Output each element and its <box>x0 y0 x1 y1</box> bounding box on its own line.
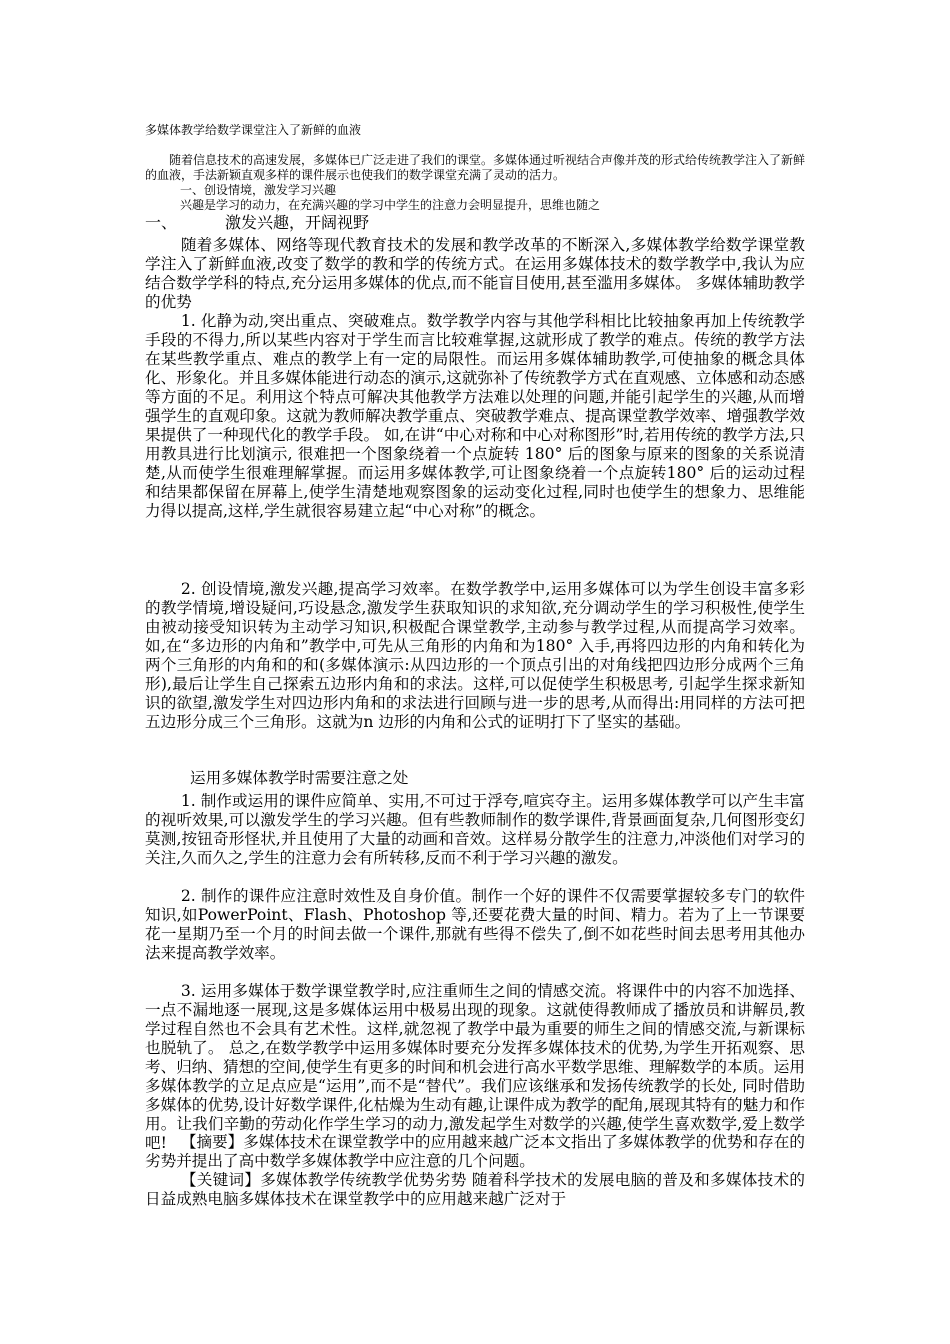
keywords-paragraph: 【关键词】多媒体教学传统教学优势劣势 随着科学技术的发展电脑的普及和多媒体技术的日益成熟电脑多媒体技术在课堂教学中的应用越来越广泛对于 <box>145 1171 805 1208</box>
body-paragraph-5: 2. 制作的课件应注意时效性及自身价值。制作一个好的课件不仅需要掌握较多专门的软件知识,如PowerPoint、Flash、Photoshop 等,还要花费大量的时间、精力。若为了上一节课要花一星期乃至一个月的时间去做一个课件,那就有些得不偿失了,倒不如花些时间去思考用其他办法来提高教学效率。 <box>145 887 805 962</box>
small-section-line: 兴趣是学习的动力，在充满兴趣的学习中学生的注意力会明显提升，思维也随之 <box>180 198 601 212</box>
body-paragraph-6: 3. 运用多媒体于数学课堂教学时,应注重师生之间的情感交流。将课件中的内容不加选择、一点不漏地逐一展现,这是多媒体运用中极易出现的现象。这就使得教师成了播放员和讲解员,教学过程自然也不会具有艺术性。这样,就忽视了教学中最为重要的师生之间的情感交流,与新课标也脱轨了。 总之,在数学教学中运用多媒体时要充分发挥多媒体技术的优势,为学生开拓观察、思考、归纳、猜想的空间,使学生有更多的时间和机会进行高水平数学思维、理解数学的本质。运用多媒体教学的立足点应是“运用”,而不是“替代”。我们应该继承和发扬传统教学的长处, 同时借助多媒体的优势,设计好数学课件,化枯燥为生动有趣,让课件成为教学的配角,展现其特有的魅力和作用。让我们辛勤的劳动化作学生学习的动力,激发起学生对数学的兴趣,使学生喜欢数学,爱上数学吧! <box>145 982 805 1152</box>
document-title: 多媒体教学给数学课堂注入了新鲜的血液 <box>145 123 362 137</box>
abstract-paragraph: 【摘要】多媒体技术在课堂教学中的应用越来越广泛本文指出了多媒体教学的优势和存在的劣势并提出了高中数学多媒体教学中应注意的几个问题。 <box>145 1133 805 1170</box>
section-heading-number: 一、 <box>145 213 178 232</box>
body-paragraph-2: 1. 化静为动,突出重点、突破难点。数学教学内容与其他学科相比比较抽象再加上传统教学手段的不得力,所以某些内容对于学生而言比较难掌握,这就形成了教学的难点。传统的教学方法在某些教学重点、难点的教学上有一定的局限性。而运用多媒体辅助教学,可使抽象的概念具体化、形象化。并且多媒体能进行动态的演示,这就弥补了传统教学方式在直观感、立体感和动态感等方面的不足。利用这个特点可解决其他教学方法难以处理的问题,并能引起学生的兴趣,从而增强学生的直观印象。这就为教师解决教学重点、突破教学难点、提高课堂教学效率、增强教学效果提供了一种现代化的教学手段。 如,在讲“中心对称和中心对称图形”时,若用传统的教学方法,只用教具进行比划演示, 很难把一个图象绕着一个点旋转 180° 后的图象与原来的图象的关系说清楚,从而使学生很难理解掌握。而运用多媒体教学,可让图象绕着一个点旋转180° 后的运动过程和结果都保留在屏幕上,使学生清楚地观察图象的运动变化过程,同时也使学生的想象力、思维能力得以提高,这样,学生就很容易建立起“中心对称”的概念。 <box>145 312 805 520</box>
section-heading-text: 激发兴趣，开阔视野 <box>225 213 370 232</box>
body-paragraph-3: 2. 创设情境,激发兴趣,提高学习效率。在数学教学中,运用多媒体可以为学生创设丰富多彩的教学情境,增设疑问,巧设悬念,激发学生获取知识的求知欲,充分调动学生的学习积极性,使学生由被动接受知识转为主动学习知识,积极配合课堂教学,主动参与教学过程,从而提高学习效率。 如,在“多边形的内角和”教学中,可先从三角形的内角和为180° 入手,再将四边形的内角和转化为两个三角形的内角和的和(多媒体演示:从四边形的一个顶点引出的对角线把四边形分成两个三角形),最后让学生自己探索五边形内角和的求法。这样,可以促使学生积极思考, 引起学生探求新知识的欲望,激发学生对四边形内角和的求法进行回顾与进一步的思考,从而得出:用同样的方法可把五边形分成三个三角形。这就为n 边形的内角和公式的证明打下了坚实的基础。 <box>145 580 805 731</box>
body-paragraph-1: 随着多媒体、网络等现代教育技术的发展和教学改革的不断深入,多媒体教学给数学课堂教学注入了新鲜血液,改变了数学的教和学的传统方式。在运用多媒体技术的数学教学中,我认为应结合数学学科的特点,充分运用多媒体的优点,而不能盲目使用,甚至滥用多媒体。 多媒体辅助教学的优势 <box>145 236 805 311</box>
body-paragraph-4: 1. 制作或运用的课件应简单、实用,不可过于浮夸,喧宾夺主。运用多媒体教学可以产生丰富的视听效果,可以激发学生的学习兴趣。但有些教师制作的数学课件,背景画面复杂,几何图形变幻莫测,按钮奇形怪状,并且使用了大量的动画和音效。这样易分散学生的注意力,冲淡他们对学习的关注,久而久之,学生的注意力会有所转移,反而不利于学习兴趣的激发。 <box>145 792 805 867</box>
intro-paragraph: 随着信息技术的高速发展，多媒体已广泛走进了我们的课堂。多媒体通过听视结合声像并茂的形式给传统教学注入了新鲜的血液，手法新颖直观多样的课件展示也使我们的数学课堂充满了灵动的活力。 <box>145 153 806 182</box>
section-heading-2: 运用多媒体教学时需要注意之处 <box>190 769 409 787</box>
small-section-heading: 一、创设情境，激发学习兴趣 <box>180 183 337 197</box>
section-heading-1 <box>145 213 805 232</box>
